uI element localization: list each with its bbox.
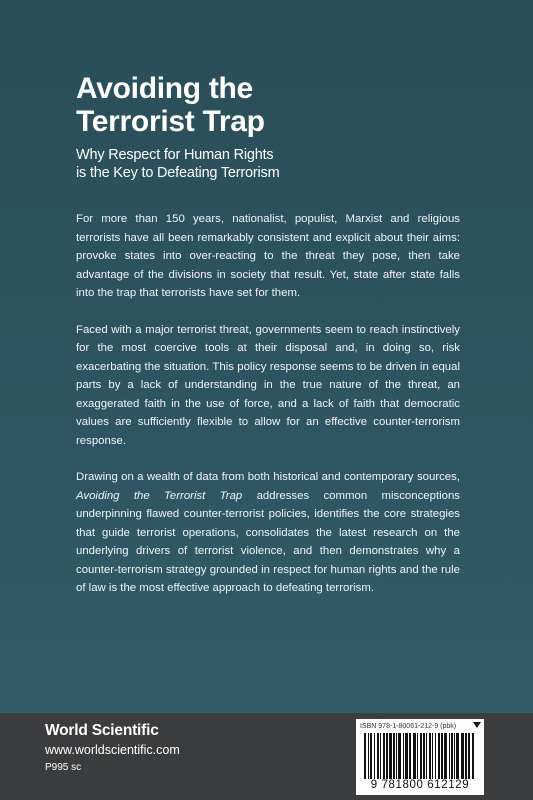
barcode-bar [386, 733, 388, 779]
isbn-text: ISBN 978-1-80061-212-9 (pbk) [360, 723, 457, 730]
barcode-bar [396, 733, 397, 779]
book-subtitle [76, 146, 476, 182]
barcode-bar [409, 733, 411, 779]
barcode-digits: 9 781800 612129 [370, 779, 470, 791]
barcode-bar [403, 733, 404, 779]
publisher-url: www.worldscientific.com [45, 743, 180, 757]
blurb-paragraph-3-end: addresses common misconceptions underpinning flawed counter-terrorist policies, identifies the core strategies that guide terrorist operations, consolidates the latest research on the underlying drivers of terrorist violence, and then demonstrates why a counter-terrorism strategy grounded in respect for human rights and the rule of law is the most effective approach to defeating terrorism. [76, 489, 461, 594]
barcode-bar [465, 733, 467, 779]
barcode-bar [441, 733, 443, 779]
barcode-bar [389, 733, 392, 779]
barcode-bar [461, 733, 464, 779]
publisher-name: World Scientific [45, 722, 159, 739]
barcode-bar [454, 733, 455, 779]
blurb-paragraph-3-start: Drawing on a wealth of data from both historical and contemporary sources, [76, 471, 460, 483]
barcode-bar [413, 733, 416, 779]
barcode-bar [398, 733, 401, 779]
publisher-footer [0, 713, 533, 800]
product-code: P995 sc [45, 762, 82, 773]
barcode-bar [429, 733, 431, 779]
barcode-bar [432, 733, 433, 779]
barcode-bar [472, 733, 474, 779]
blurb-paragraph-3 [76, 468, 460, 598]
book-title-line-2: Terrorist Trap [76, 105, 265, 138]
barcode-bar [438, 733, 440, 779]
book-title [76, 72, 476, 138]
barcode-bar [377, 733, 379, 779]
barcode-bar [420, 733, 422, 779]
barcode-bar [368, 733, 369, 779]
barcode-bar [426, 733, 427, 779]
barcode-bar [364, 733, 366, 779]
publisher-block [45, 721, 180, 774]
barcode-bar [468, 733, 470, 779]
barcode-bar [417, 733, 418, 779]
book-subtitle-line-1: Why Respect for Human Rights [76, 147, 274, 163]
barcode-bar [423, 733, 425, 779]
blurb-paragraph-1: For more than 150 years, nationalist, populist, Marxist and religious terrorists have all been remarkably consistent and explicit about their aims: provoke states into over-reacting to the threat they pose, then take advantage of the divisions in society that result. Yet, state after state falls into the trap that terrorists have set for them. [76, 213, 460, 299]
barcode-bar [451, 733, 453, 779]
chevron-down-icon [473, 722, 481, 728]
barcode-bar [435, 733, 436, 779]
book-title-line-1: Avoiding the [76, 72, 253, 105]
barcode-bar [456, 733, 459, 779]
barcode-bar [383, 733, 385, 779]
isbn-barcode [356, 719, 484, 795]
barcode-bar [449, 733, 450, 779]
barcode-bar [380, 733, 381, 779]
barcode-bar [405, 733, 408, 779]
barcode-icon [362, 733, 478, 779]
blurb-book-title-italic: Avoiding the Terrorist Trap [76, 489, 243, 502]
barcode-bar [370, 733, 372, 779]
barcode-bar [374, 733, 375, 779]
blurb-paragraph-2: Faced with a major terrorist threat, governments seem to reach instinctively for the most coercive tools at their disposal and, in doing so, risk exacerbating the situation. This policy response seems to be driven in equal parts by a lack of understanding in the true nature of the threat, an exaggerated faith in the use of force, and a lack of faith that democratic values are sufficiently flexible to allow for an effective counter-terrorism response. [76, 323, 460, 447]
book-subtitle-line-2: is the Key to Defeating Terrorism [76, 165, 280, 181]
barcode-bar [444, 733, 447, 779]
blurb [76, 210, 460, 616]
barcode-bar [393, 733, 395, 779]
